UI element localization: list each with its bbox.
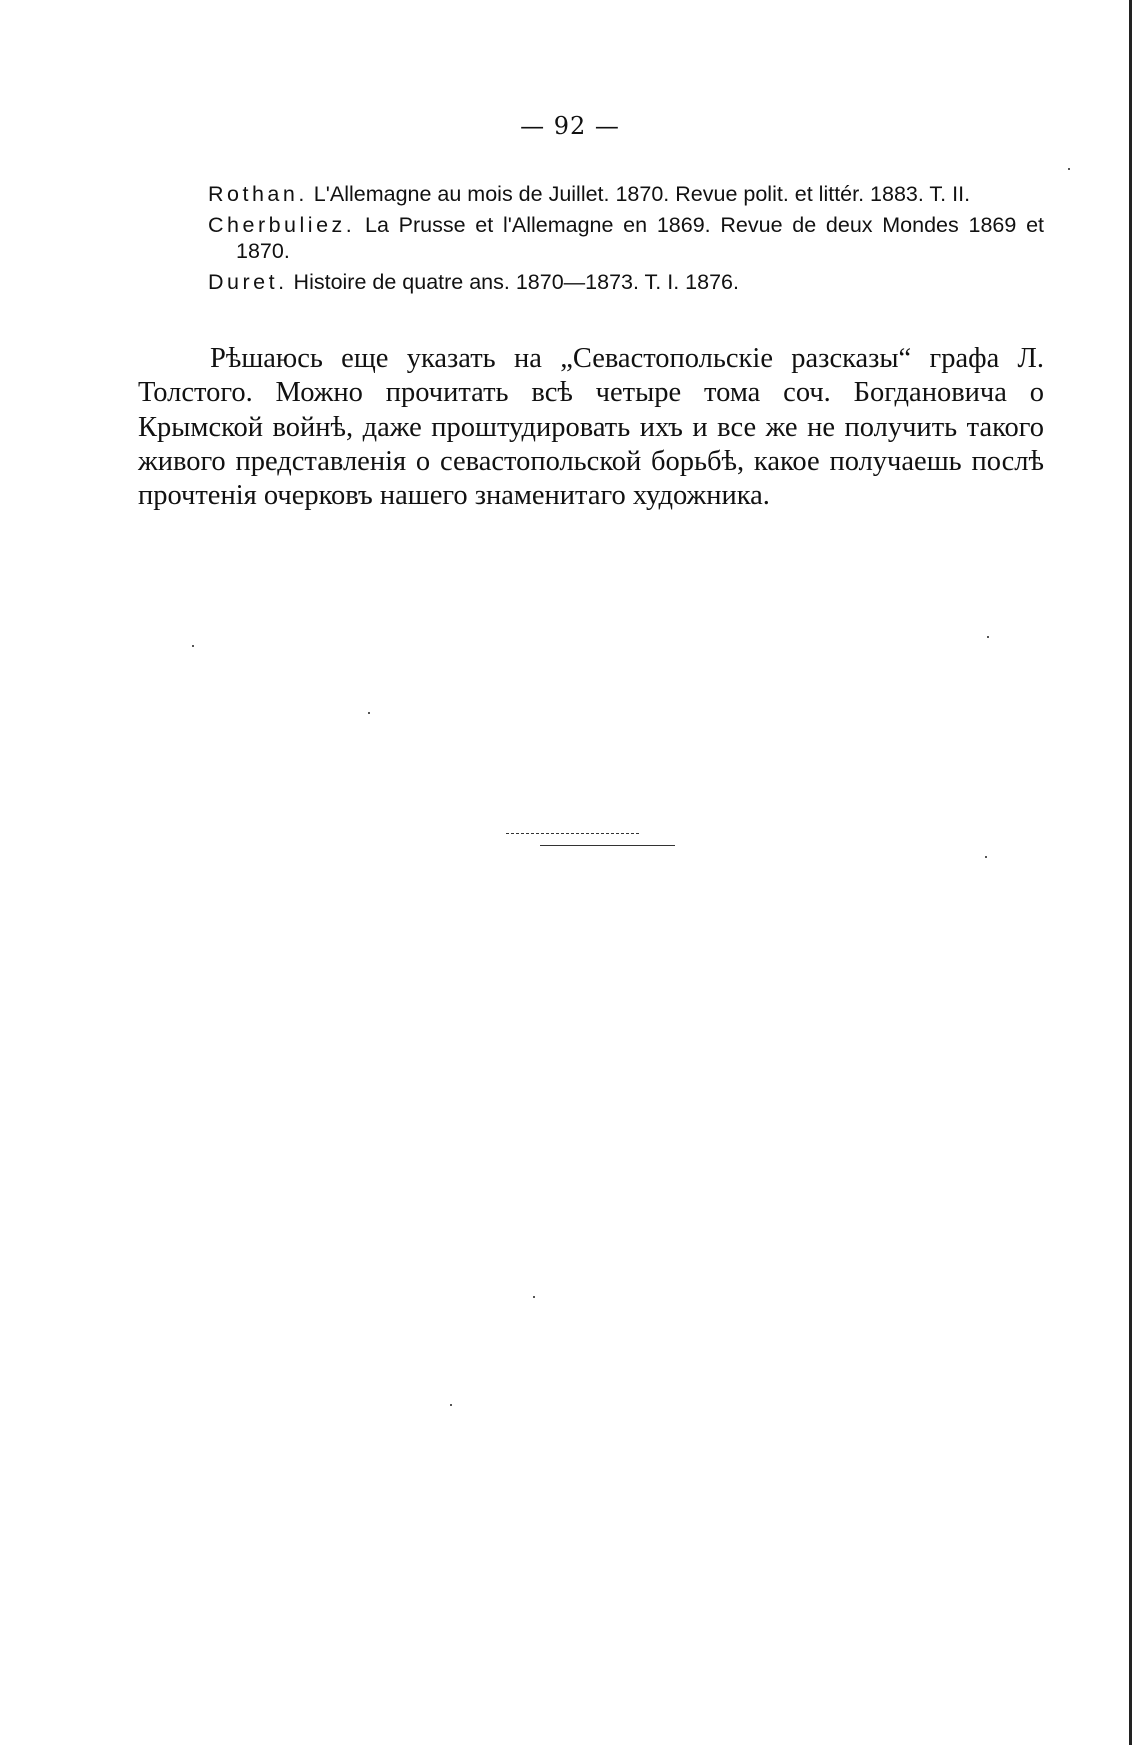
bibliography-author: Cherbuliez. (208, 213, 356, 237)
scan-speck (368, 712, 370, 714)
body-paragraph: Рѣшаюсь еще указать на „Севастопольскіе разсказы“ графа Л. Толстого. Можно прочитать всѣ четыре тома соч. Богдановича о Крымской войнѣ, даже проштудировать ихъ и все же не получить такого живого представленія о севастопольской борьбѣ, какое получаешь послѣ прочтенія очерковъ нашего знаменитаго художника. (138, 343, 1044, 512)
bibliography-author: Rothan. (208, 182, 308, 206)
scan-edge-line (1129, 0, 1132, 1745)
bibliography-list (208, 181, 1044, 300)
bibliography-entry (208, 212, 1044, 264)
scan-speck (192, 645, 194, 647)
bibliography-text: Histoire de quatre ans. 1870—1873. T. I. 1876. (293, 270, 739, 294)
bibliography-text: La Prusse et l'Allemagne en 1869. Revue de deux Mondes 1869 et 1870. (236, 213, 1044, 263)
bibliography-text: L'Allemagne au mois de Juillet. 1870. Revue polit. et littér. 1883. T. II. (313, 182, 971, 206)
end-rule-dashed (506, 833, 639, 834)
end-rule-solid (540, 845, 675, 846)
scan-speck (533, 1296, 535, 1298)
bibliography-author: Duret. (208, 270, 288, 294)
page-number: — 92 — (520, 112, 620, 140)
bibliography-entry (208, 269, 1044, 295)
scan-speck (987, 636, 989, 638)
scan-speck (985, 856, 987, 858)
scan-speck (1068, 168, 1070, 170)
scan-speck (450, 1404, 452, 1406)
bibliography-entry (208, 181, 1044, 207)
